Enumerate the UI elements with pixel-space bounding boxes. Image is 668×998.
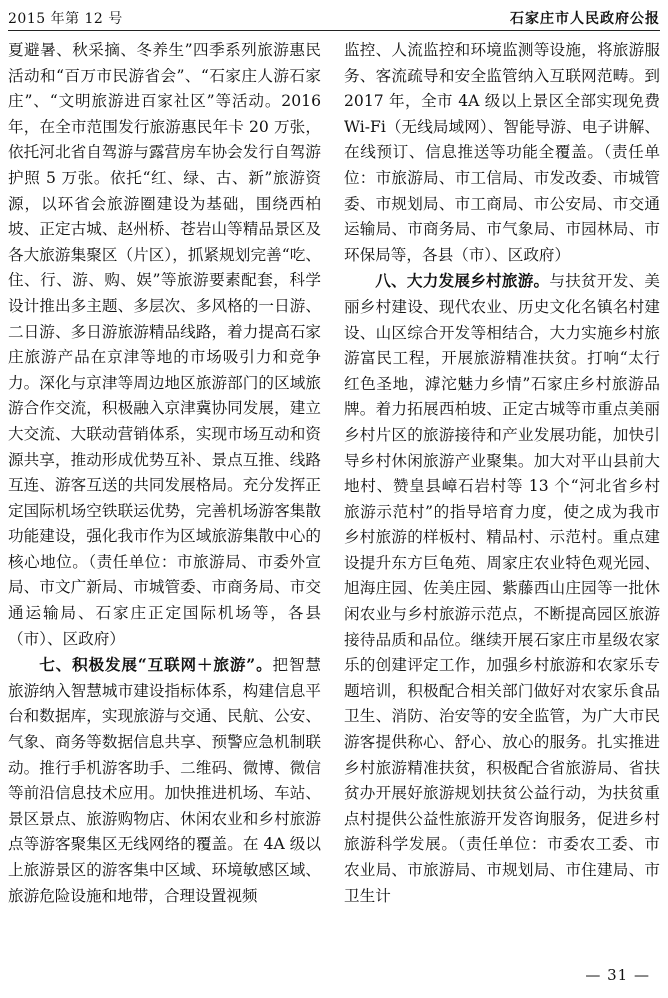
body-paragraph: 监控、人流监控和环境监测等设施，将旅游服务、客流疏导和安全监管纳入互联网范畴。到 2017 年，全市 4A 级以上景区全部实现免费 Wi-Fi（无线局域网）、智能导游、电子讲解、在线预订、信息推送等功能全覆盖。（责任单位：市旅游局、市工信局、市发改委、市城管委、市规划局、市工商局、市公安局、市交通运输局、市商务局、市气象局、市园林局、市环保局等，各县（市）、区政府） (344, 41, 660, 264)
section-7-paragraph (8, 652, 321, 909)
page-number: — 31 — (585, 966, 650, 984)
issue-label: 2015 年第 12 号 (8, 11, 123, 27)
left-column (8, 38, 321, 958)
section-8-body: 与扶贫开发、美丽乡村建设、现代农业、历史文化名镇名村建设、山区综合开发等相结合，大力实施乡村旅游富民工程，开展旅游精准扶贫。打响“太行红色圣地，滹沱魅力乡情”石家庄乡村旅游品牌。着力拓展西柏坡、正定古城等市重点美丽乡村片区的旅游接待和产业发展功能，加快引导乡村休闲旅游产业聚集。加大对平山县前大地村、赞皇县嶂石岩村等 13 个“河北省乡村旅游示范村”的指导培育力度，使之成为我市乡村旅游的样板村、精品村、示范村。重点建设提升东方巨龟苑、周家庄农业特色观光园、旭海庄园、佐美庄园、紫藤西山庄园等一批休闲农业与乡村旅游示范点，不断提高园区旅游接待品质和品位。继续开展石家庄市星级农家乐的创建评定工作，加强乡村旅游和农家乐专题培训，积极配合相关部门做好对农家乐食品卫生、消防、治安等的安全监管，为广大市民游客提供称心、舒心、放心的服务。扎实推进乡村旅游精准扶贫，积极配合省旅游局、省扶贫办开展好旅游规划扶贫公益行动，为扶贫重点村提供公益性旅游开发咨询服务，促进乡村旅游科学发展。（责任单位：市委农工委、市农业局、市旅游局、市规划局、市住建局、市卫生计 (344, 272, 660, 905)
section-8-paragraph (344, 268, 660, 909)
section-7-heading: 七、积极发展“互联网＋旅游”。 (39, 655, 273, 675)
running-header (8, 8, 660, 30)
publication-title: 石家庄市人民政府公报 (510, 11, 660, 27)
body-paragraph: 夏避暑、秋采摘、冬养生”四季系列旅游惠民活动和“百万市民游省会”、“石家庄人游石家庄”、“文明旅游进百家社区”等活动。2016 年，在全市范围发行旅游惠民年卡 20 万张，依托河北省自驾游与露营房车协会发行自驾游护照 5 万张。依托“红、绿、古、新”旅游资源，以环省会旅游圈建设为基础，围绕西柏坡、正定古城、赵州桥、苍岩山等精品景区及各大旅游集聚区（片区），抓紧规划完善“吃、住、行、游、购、娱”等旅游要素配套，科学设计推出多主题、多层次、多风格的一日游、二日游、多日游旅游精品线路，着力提高石家庄旅游产品在京津等地的市场吸引力和竞争力。深化与京津等周边地区旅游部门的区域旅游合作交流，积极融入京津冀协同发展，建立大交流、大联动营销体系，实现市场互动和资源共享，推动形成优势互补、景点互推、线路互连、游客互送的共同发展格局。充分发挥正定国际机场空铁联运优势，完善机场游客集散功能建设，强化我市作为区域旅游集散中心的核心地位。（责任单位：市旅游局、市委外宣局、市文广新局、市城管委、市商务局、市交通运输局、石家庄正定国际机场等，各县（市）、区政府） (8, 41, 321, 648)
section-7-body: 把智慧旅游纳入智慧城市建设指标体系，构建信息平台和数据库，实现旅游与交通、民航、公安、气象、商务等数据信息共享、预警应急机制联动。推行手机游客助手、二维码、微博、微信等前沿信息技术应用。加快推进机场、车站、景区景点、旅游购物店、休闲农业和乡村旅游点等游客聚集区无线网络的覆盖。在 4A 级以上旅游景区的游客集中区域、环境敏感区域、旅游危险设施和地带，合理设置视频 (8, 656, 321, 905)
right-column (344, 38, 660, 958)
header-divider (8, 30, 660, 31)
section-8-heading: 八、大力发展乡村旅游。 (375, 271, 550, 291)
